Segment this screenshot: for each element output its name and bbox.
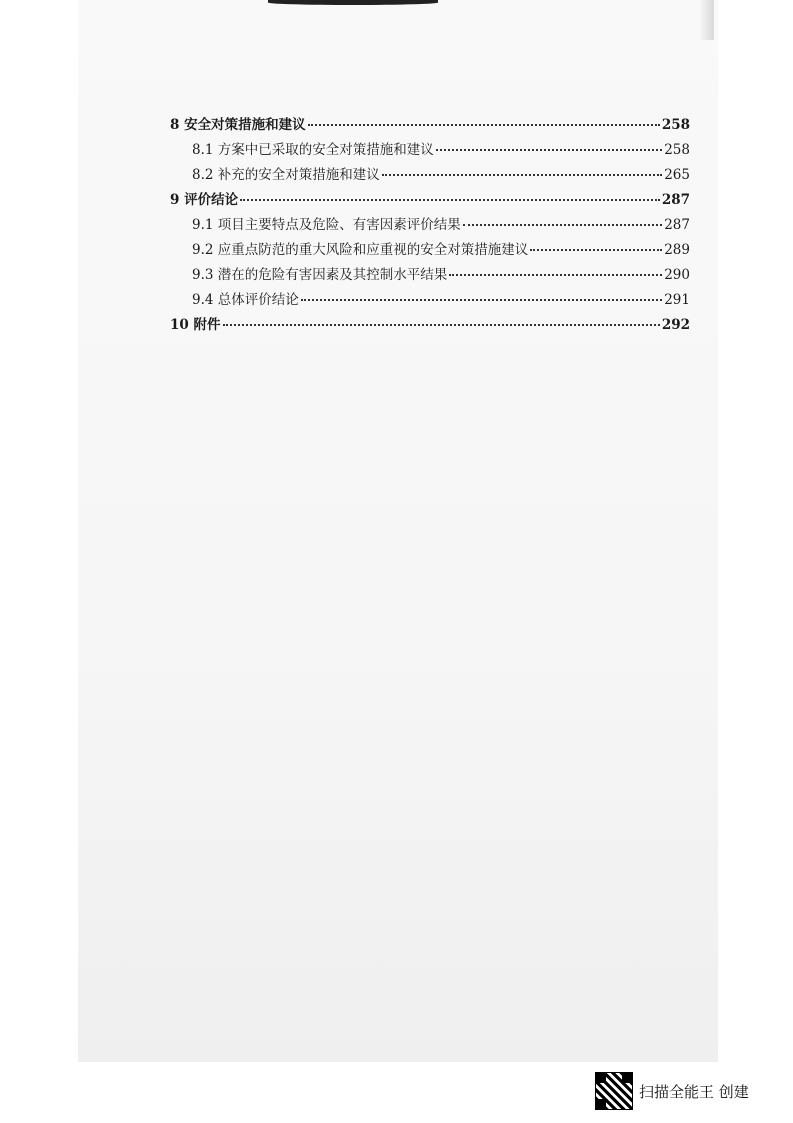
toc-entry-title: 9.4 总体评价结论: [192, 292, 299, 308]
toc-entry-title: 9.2 应重点防范的重大风险和应重视的安全对策措施建议: [192, 242, 529, 258]
toc-entry-title: 9.1 项目主要特点及危险、有害因素评价结果: [192, 217, 461, 233]
toc-leader-dots: [530, 249, 662, 251]
toc-entry[interactable]: [170, 188, 690, 213]
toc-entry-page-number: 290: [664, 267, 690, 283]
toc-entry-page-number: 291: [664, 292, 690, 308]
toc-entry-title: 8.2 补充的安全对策措施和建议: [192, 167, 380, 183]
qr-code-icon: [595, 1072, 633, 1110]
toc-leader-dots: [449, 274, 662, 276]
toc-leader-dots: [436, 149, 662, 151]
toc-entry[interactable]: [170, 288, 690, 313]
toc-entry[interactable]: [170, 213, 690, 238]
toc-entry-page-number: 287: [661, 192, 690, 208]
toc-entry-title: 9 评价结论: [170, 192, 239, 208]
toc-entry-title: 10 附件: [170, 317, 221, 333]
toc-leader-dots: [240, 199, 660, 201]
toc-entry[interactable]: [170, 113, 690, 138]
toc-leader-dots: [223, 324, 660, 326]
toc-entry[interactable]: [170, 163, 690, 188]
watermark-text: 扫描全能王 创建: [639, 1082, 749, 1101]
toc-entry-page-number: 292: [661, 317, 690, 333]
toc-entry-page-number: 258: [664, 142, 690, 158]
toc-entry-title: 8.1 方案中已采取的安全对策措施和建议: [192, 142, 434, 158]
toc-entry-page-number: 258: [661, 117, 690, 133]
table-of-contents: [170, 113, 690, 338]
toc-entry-title: 9.3 潜在的危险有害因素及其控制水平结果: [192, 267, 448, 283]
toc-entry-page-number: 287: [664, 217, 690, 233]
toc-entry-page-number: 289: [664, 242, 690, 258]
toc-entry[interactable]: [170, 263, 690, 288]
toc-entry[interactable]: [170, 138, 690, 163]
toc-entry-page-number: 265: [664, 167, 690, 183]
toc-entry[interactable]: [170, 238, 690, 263]
toc-entry-title: 8 安全对策措施和建议: [170, 117, 306, 133]
scanner-watermark: [595, 1072, 749, 1110]
scan-edge-fold: [700, 0, 714, 40]
toc-leader-dots: [301, 299, 662, 301]
scan-edge-shadow: [268, 0, 438, 5]
toc-leader-dots: [463, 224, 662, 226]
toc-entry[interactable]: [170, 313, 690, 338]
toc-leader-dots: [308, 124, 660, 126]
toc-leader-dots: [382, 174, 662, 176]
